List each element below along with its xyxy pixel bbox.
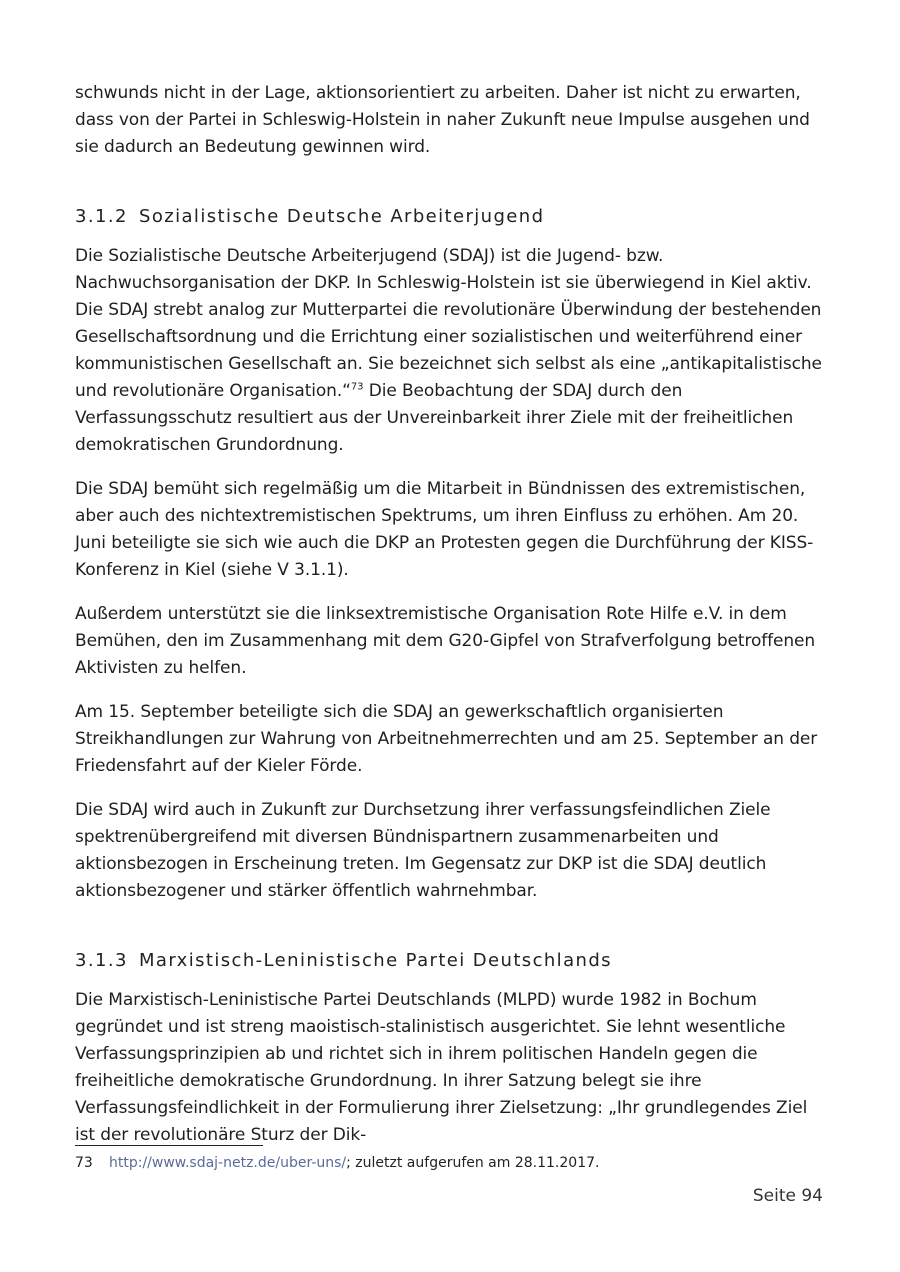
page-body (75, 80, 827, 1166)
footnote-number: 73 (75, 1155, 93, 1171)
sdaj-paragraph-4: Am 15. September beteiligte sich die SDAJ an gewerkschaftlich organisierten Streikhandlungen zur Wahrung von Arbeitnehmerrechten und am 25. September an der Friedensfahrt auf der Kieler Förde. (75, 702, 818, 776)
mlpd-paragraph-1: Die Marxistisch-Leninistische Partei Deutschlands (MLPD) wurde 1982 in Bochum gegründet und ist streng maoistisch-stalinistisch ausgerichtet. Sie lehnt wesentliche Verfassungsprinzipien ab und richtet sich in ihrem politischen Handeln gegen die freiheitliche demokratische Grundordnung. In ihrer Satzung belegt sie ihre Verfassungsfeindlichkeit in der Formulierung ihrer Zielsetzung: „Ihr grundlegendes Ziel ist der revolutionäre Sturz der Dik- (75, 990, 808, 1145)
footnote-link[interactable]: http://www.sdaj-netz.de/uber-uns/ (109, 1155, 347, 1171)
sdaj-paragraph-3: Außerdem unterstützt sie die linksextremistische Organisation Rote Hilfe e.V. in dem Bemühen, den im Zusammenhang mit dem G20-Gipfel von Strafverfolgung betroffenen Aktivisten zu helfen. (75, 604, 816, 678)
section-heading-3-1-2 (75, 203, 827, 231)
footnote-text: ; zuletzt aufgerufen am 28.11.2017. (346, 1155, 600, 1171)
footnote (75, 1153, 599, 1173)
section-title: Marxistisch-Leninistische Partei Deutschlands (139, 950, 612, 971)
paragraph-text: Die Beobachtung der SDAJ durch den Verfassungsschutz resultiert aus der Unvereinbarkeit ihrer Ziele mit der freiheitlichen demokratischen Grundordnung. (75, 381, 794, 455)
paragraph-text: Die Sozialistische Deutsche Arbeiterjugend (SDAJ) ist die Jugend- bzw. Nachwuchsorganisation der DKP. In Schleswig-Holstein ist sie überwiegend in Kiel aktiv. Die SDAJ strebt analog zur Mutterpartei die revolutionäre Überwindung der bestehenden Gesellschaftsordnung und die Errichtung einer sozialistischen und weiterführend einer kommunistischen Gesellschaft an. Sie bezeichnet sich selbst als eine „antikapitalistische und revolutionäre Organisation.“ (75, 246, 822, 401)
section-number: 3.1.3 (75, 950, 128, 971)
section-title: Sozialistische Deutsche Arbeiterjugend (139, 206, 545, 227)
sdaj-paragraph-1 (75, 243, 827, 459)
sdaj-paragraph-5: Die SDAJ wird auch in Zukunft zur Durchsetzung ihrer verfassungsfeindlichen Ziele spektrenübergreifend mit diversen Bündnispartnern zusammenarbeiten und aktionsbezogen in Erscheinung treten. Im Gegensatz zur DKP ist die SDAJ deutlich aktionsbezogener und stärker öffentlich wahrnehmbar. (75, 800, 771, 901)
footnote-divider (75, 1145, 263, 1146)
footnote-reference[interactable]: 73 (350, 381, 364, 393)
section-number: 3.1.2 (75, 206, 128, 227)
intro-paragraph: schwunds nicht in der Lage, aktionsorientiert zu arbeiten. Daher ist nicht zu erwarten, dass von der Partei in Schleswig-Holstein in naher Zukunft neue Impulse ausgehen und sie dadurch an Bedeutung gewinnen wird. (75, 83, 810, 157)
page-number: Seite 94 (752, 1186, 823, 1206)
sdaj-paragraph-2: Die SDAJ bemüht sich regelmäßig um die Mitarbeit in Bündnissen des extremistischen, aber auch des nichtextremistischen Spektrums, um ihren Einfluss zu erhöhen. Am 20. Juni beteiligte sie sich wie auch die DKP an Protesten gegen die Durchführung der KISS-Konferenz in Kiel (siehe V 3.1.1). (75, 479, 814, 580)
section-heading-3-1-3 (75, 947, 827, 975)
